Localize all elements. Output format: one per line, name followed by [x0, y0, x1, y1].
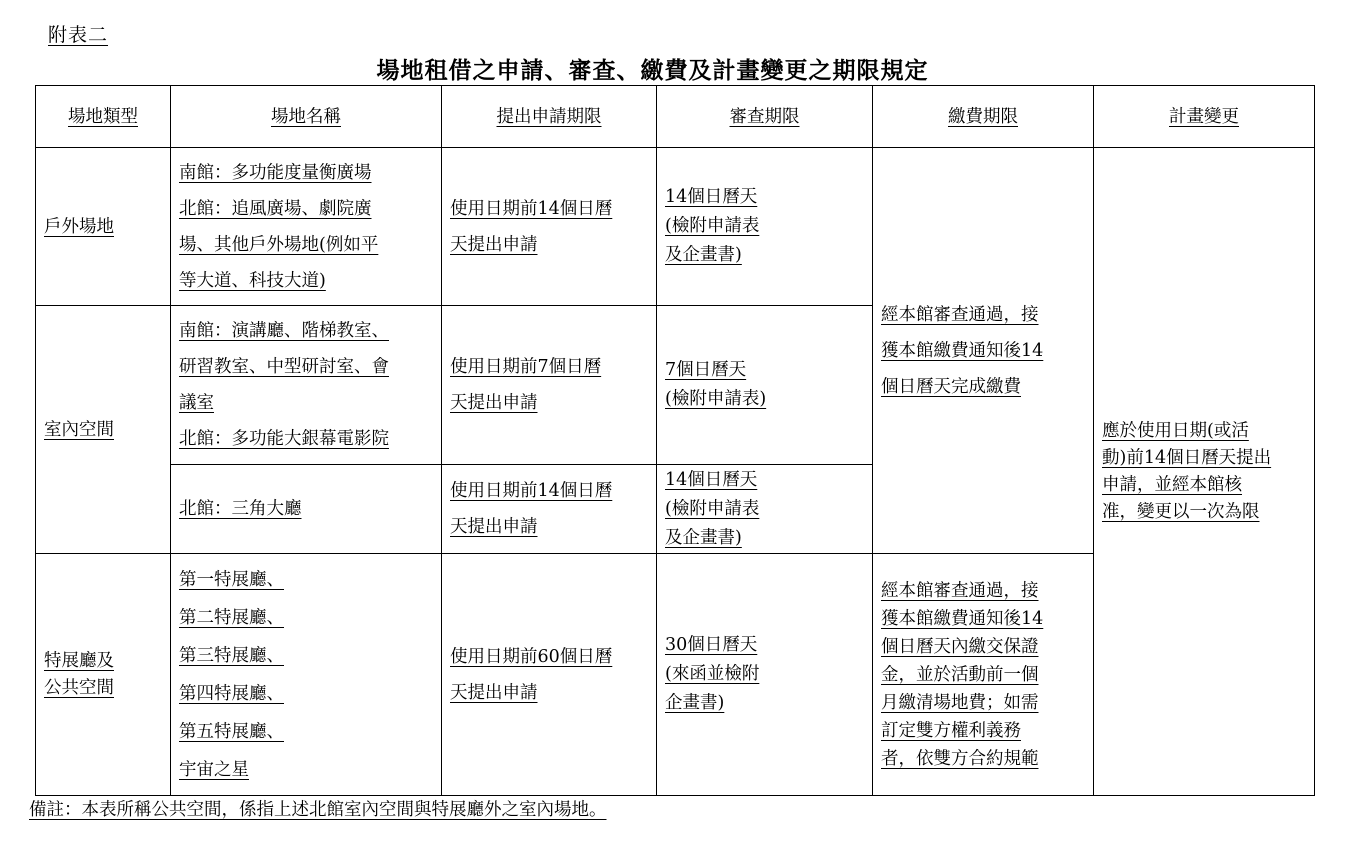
- header-review-deadline: 審查期限: [657, 86, 873, 148]
- annex-label: 附表二: [48, 24, 109, 46]
- header-plan-change: 計畫變更: [1094, 86, 1315, 148]
- footnote: 備註：本表所稱公共空間，係指上述北館室內空間與特展廳外之室內場地。: [29, 800, 607, 820]
- cell-payment-general: 經本館審查通過，接 獲本館繳費通知後14 個日曆天完成繳費: [873, 148, 1094, 554]
- table-row-outdoor: [36, 148, 1315, 306]
- document-title: 場地租借之申請、審查、繳費及計畫變更之期限規定: [376, 57, 929, 84]
- cell-outdoor-apply: 使用日期前14個日曆 天提出申請: [442, 148, 657, 306]
- cell-plan-change-rule: 應於使用日期(或活 動)前14個日曆天提出 申請，並經本館核 准，變更以一次為限: [1094, 148, 1315, 796]
- cell-indoor-b-review: 14個日曆天 (檢附申請表 及企畫書): [657, 465, 873, 554]
- cell-exhibit-apply: 使用日期前60個日曆 天提出申請: [442, 554, 657, 796]
- header-apply-deadline: 提出申請期限: [442, 86, 657, 148]
- header-venue-type: 場地類型: [36, 86, 171, 148]
- cell-outdoor-review: 14個日曆天 (檢附申請表 及企畫書): [657, 148, 873, 306]
- cell-outdoor-name: 南館：多功能度量衡廣場 北館：追風廣場、劇院廣 場、其他戶外場地(例如平 等大道、科技大道): [171, 148, 442, 306]
- cell-indoor-a-apply: 使用日期前7個日曆 天提出申請: [442, 306, 657, 465]
- rules-table: [35, 85, 1315, 796]
- header-row: [36, 86, 1315, 148]
- cell-indoor-a-review: 7個日曆天 (檢附申請表): [657, 306, 873, 465]
- cell-indoor-a-name: 南館：演講廳、階梯教室、 研習教室、中型研討室、會 議室 北館：多功能大銀幕電影院: [171, 306, 442, 465]
- cell-exhibit-type: 特展廳及 公共空間: [36, 554, 171, 796]
- cell-exhibit-payment: 經本館審查通過，接 獲本館繳費通知後14 個日曆天內繳交保證 金，並於活動前一個 月繳清場地費；如需 訂定雙方權利義務 者，依雙方合約規範: [873, 554, 1094, 796]
- header-venue-name: 場地名稱: [171, 86, 442, 148]
- cell-exhibit-review: 30個日曆天 (來函並檢附 企畫書): [657, 554, 873, 796]
- cell-indoor-b-name: 北館：三角大廳: [171, 465, 442, 554]
- cell-exhibit-name: 第一特展廳、 第二特展廳、 第三特展廳、 第四特展廳、 第五特展廳、 宇宙之星: [171, 554, 442, 796]
- cell-outdoor-type: 戶外場地: [36, 148, 171, 306]
- cell-indoor-type: 室內空間: [36, 306, 171, 554]
- header-payment-deadline: 繳費期限: [873, 86, 1094, 148]
- cell-indoor-b-apply: 使用日期前14個日曆 天提出申請: [442, 465, 657, 554]
